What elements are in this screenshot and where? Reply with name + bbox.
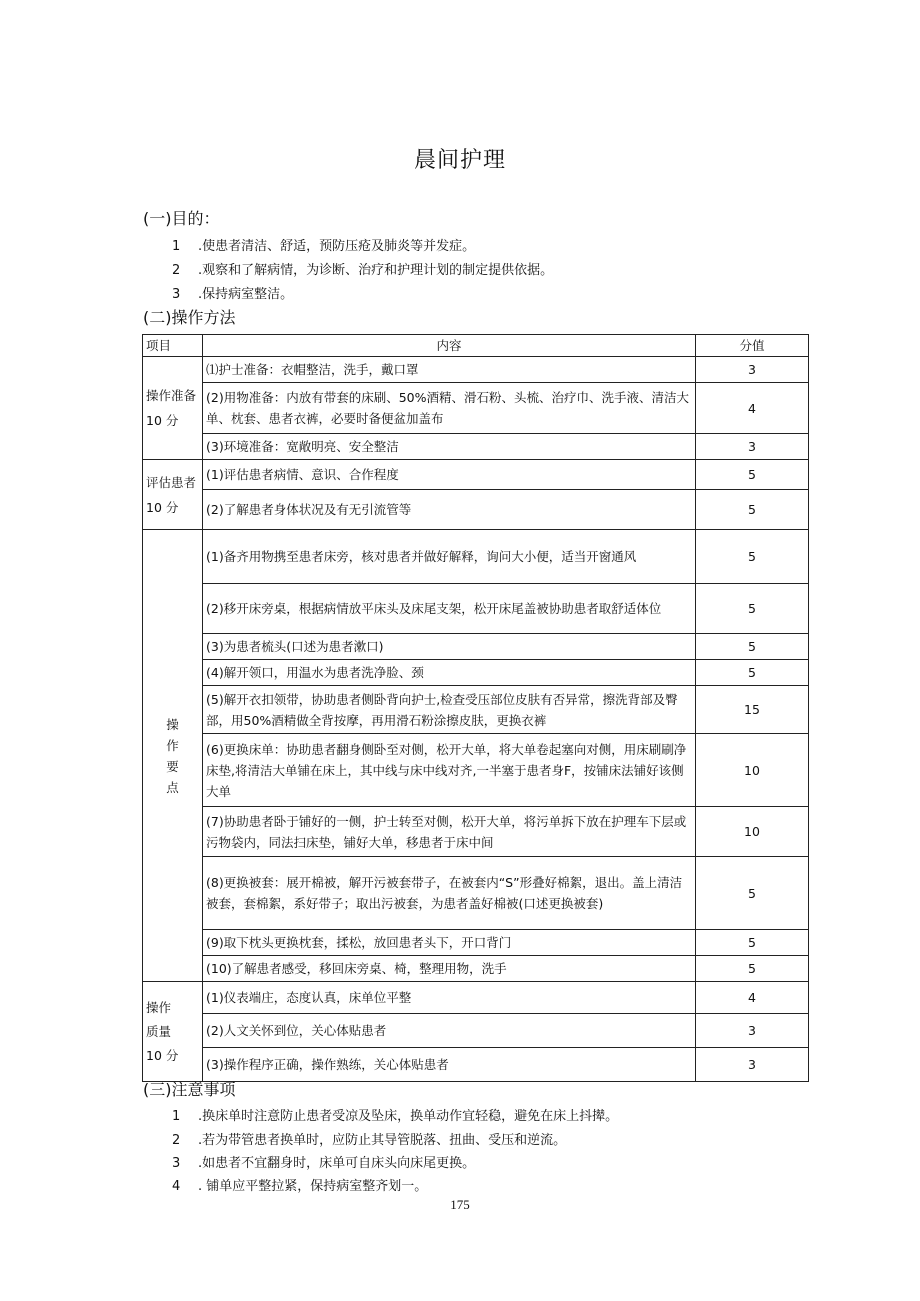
content-cell: (7)协助患者卧于铺好的一侧，护士转至对侧，松开大单，将污单拆下放在护理车下层或污物袋内，同法扫床垫，铺好大单，移患者于床中间	[203, 807, 696, 857]
list-item	[172, 1105, 618, 1124]
table-row	[143, 634, 809, 660]
category-line: 质量	[146, 1023, 172, 1039]
table-row	[143, 584, 809, 634]
table-row	[143, 1048, 809, 1082]
category-char: 操	[166, 716, 179, 732]
score-cell: 3	[696, 357, 809, 383]
score-cell: 15	[696, 686, 809, 734]
table-row	[143, 807, 809, 857]
score-cell: 4	[696, 982, 809, 1014]
list-number: 3	[172, 287, 181, 302]
section-heading-notes: (三)注意事项	[143, 1080, 236, 1099]
content-cell: (2)用物准备：内放有带套的床刷、50%酒精、滑石粉、头梳、治疗巾、洗手液、清洁大单、枕套、患者衣裤，必要时备便盆加盖布	[203, 383, 696, 434]
list-text: .若为带管患者换单时，应防止其导管脱落、扭曲、受压和逆流。	[198, 1133, 567, 1148]
score-cell: 5	[696, 460, 809, 490]
category-points: 10 分	[146, 1047, 179, 1063]
content-cell: (3)操作程序正确，操作熟练，关心体贴患者	[203, 1048, 696, 1082]
list-text: .观察和了解病情，为诊断、治疗和护理计划的制定提供依据。	[198, 263, 554, 278]
category-points: 10 分	[146, 413, 179, 428]
table-row	[143, 734, 809, 807]
score-cell: 3	[696, 1048, 809, 1082]
section-heading-method: (二)操作方法	[143, 308, 236, 327]
table-row	[143, 490, 809, 530]
category-name: 评估患者	[146, 474, 197, 490]
section-heading-purpose: (一)目的：	[143, 209, 220, 228]
score-cell: 5	[696, 660, 809, 686]
list-number: 4	[172, 1179, 181, 1194]
list-text: .如患者不宜翻身时，床单可自床头向床尾更换。	[198, 1156, 476, 1171]
header-item: 项目	[143, 335, 203, 357]
category-cell	[143, 982, 203, 1082]
content-cell: (5)解开衣扣领带，协助患者侧卧背向护士,检查受压部位皮肤有否异常，擦洗背部及臀部，用50%酒精做全背按摩，再用滑石粉涂擦皮肤，更换衣裤	[203, 686, 696, 734]
content-cell: (4)解开领口，用温水为患者洗净脸、颈	[203, 660, 696, 686]
table-row	[143, 357, 809, 383]
category-cell	[143, 460, 203, 530]
list-item	[172, 1175, 427, 1194]
list-number: 1	[172, 1109, 181, 1124]
content-cell: (1)评估患者病情、意识、合作程度	[203, 460, 696, 490]
table-row	[143, 660, 809, 686]
table-header-row	[143, 335, 809, 357]
list-number: 2	[172, 263, 181, 278]
category-name: 操作准备	[146, 388, 197, 403]
table-row	[143, 460, 809, 490]
list-item	[172, 1152, 475, 1171]
category-cell	[143, 357, 203, 460]
category-points: 10 分	[146, 499, 179, 515]
page-number: 175	[450, 1197, 470, 1212]
header-content: 内容	[203, 335, 696, 357]
score-cell: 4	[696, 383, 809, 434]
score-cell: 3	[696, 434, 809, 460]
list-text: .换床单时注意防止患者受凉及坠床，换单动作宜轻稳，避免在床上抖撵。	[198, 1109, 619, 1124]
content-cell: (2)移开床旁桌，根据病情放平床头及床尾支架，松开床尾盖被协助患者取舒适体位	[203, 584, 696, 634]
table-row	[143, 930, 809, 956]
score-cell: 5	[696, 857, 809, 930]
content-cell: (3)为患者梳头(口述为患者漱口)	[203, 634, 696, 660]
table-row	[143, 857, 809, 930]
score-cell: 10	[696, 734, 809, 807]
list-item	[172, 283, 293, 302]
content-cell: (2)了解患者身体状况及有无引流管等	[203, 490, 696, 530]
list-item	[172, 259, 553, 278]
content-cell: (2)人文关怀到位，关心体贴患者	[203, 1014, 696, 1048]
list-text: . 铺单应平整拉紧，保持病室整齐划一。	[198, 1179, 428, 1194]
list-number: 3	[172, 1156, 181, 1171]
content-cell: (8)更换被套：展开棉被，解开污被套带子，在被套内“S”形叠好棉絮，退出。盖上清洁被套，套棉絮，系好带子；取出污被套，为患者盖好棉被(口述更换被套)	[203, 857, 696, 930]
category-char: 点	[166, 779, 179, 795]
category-char: 要	[166, 758, 179, 774]
content-cell: (1)仪表端庄，态度认真，床单位平整	[203, 982, 696, 1014]
list-number: 2	[172, 1133, 181, 1148]
category-cell-vertical	[143, 530, 203, 982]
score-cell: 10	[696, 807, 809, 857]
score-cell: 5	[696, 930, 809, 956]
category-char: 作	[166, 737, 179, 753]
content-cell: ⑴护士准备：衣帽整洁，洗手，戴口罩	[203, 357, 696, 383]
list-number: 1	[172, 239, 181, 254]
score-cell: 5	[696, 490, 809, 530]
content-cell: (9)取下枕头更换枕套，揉松，放回患者头下，开口背门	[203, 930, 696, 956]
content-cell: (6)更换床单：协助患者翻身侧卧至对侧，松开大单，将大单卷起塞向对侧，用床刷刷净床垫,将清洁大单铺在床上，其中线与床中线对齐,一半塞于患者身F，按铺床法铺好该侧大单	[203, 734, 696, 807]
table-row	[143, 982, 809, 1014]
page-title: 晨间护理	[413, 148, 506, 173]
table-row	[143, 383, 809, 434]
list-item	[172, 1129, 566, 1148]
list-item	[172, 235, 475, 254]
content-cell: (3)环境准备：宽敞明亮、安全整洁	[203, 434, 696, 460]
table-row	[143, 686, 809, 734]
score-cell: 5	[696, 956, 809, 982]
content-cell: (10)了解患者感受，移回床旁桌、椅，整理用物，洗手	[203, 956, 696, 982]
list-text: .使患者清洁、舒适，预防压疮及肺炎等并发症。	[198, 239, 476, 254]
score-cell: 5	[696, 530, 809, 584]
score-cell: 5	[696, 584, 809, 634]
category-line: 操作	[146, 999, 172, 1015]
table-row	[143, 434, 809, 460]
content-cell: (1)备齐用物携至患者床旁，核对患者并做好解释，询问大小便，适当开窗通风	[203, 530, 696, 584]
scoring-table	[142, 334, 809, 1082]
score-cell: 5	[696, 634, 809, 660]
table-row	[143, 956, 809, 982]
table-row	[143, 530, 809, 584]
list-text: .保持病室整洁。	[198, 287, 294, 302]
score-cell: 3	[696, 1014, 809, 1048]
table-row	[143, 1014, 809, 1048]
header-score: 分值	[696, 335, 809, 357]
